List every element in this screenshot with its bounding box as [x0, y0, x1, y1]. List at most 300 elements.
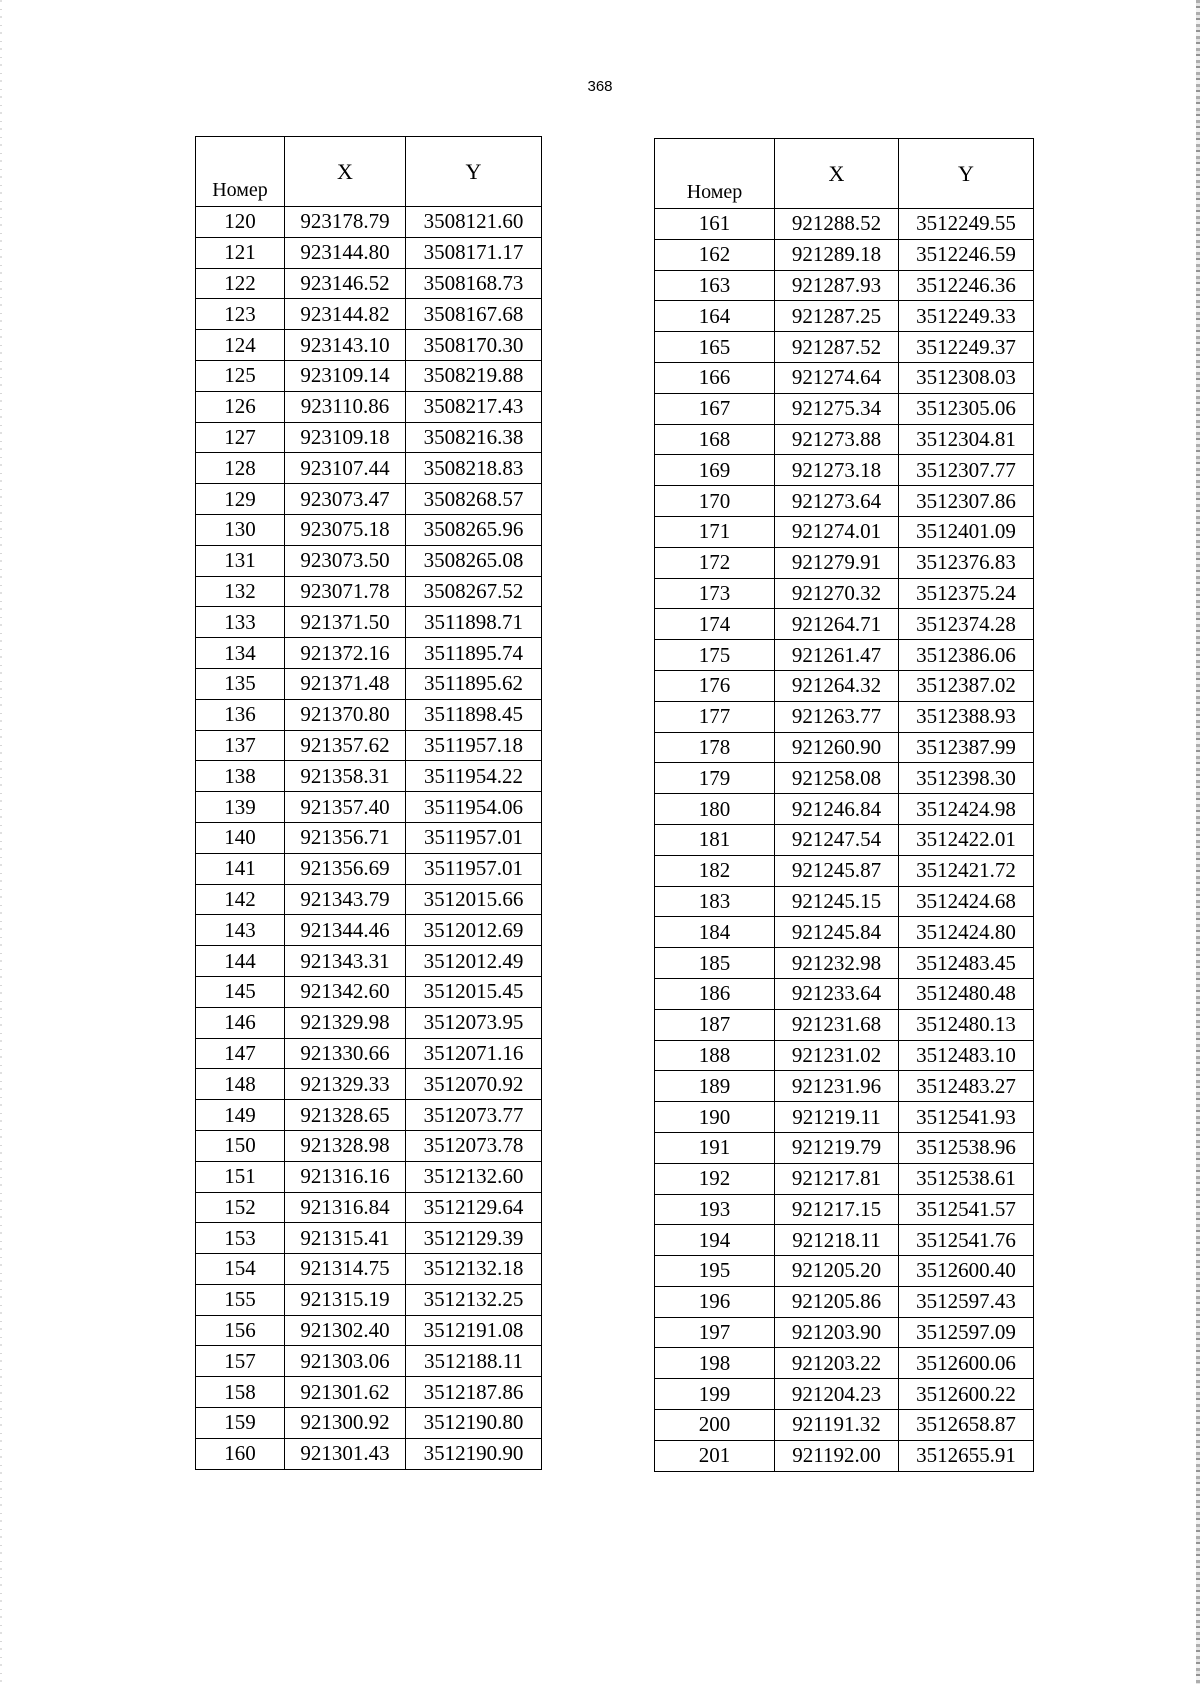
- x-coordinate-cell: 921274.64: [775, 362, 899, 393]
- point-number-cell: 155: [196, 1284, 285, 1315]
- x-coordinate-cell: 921287.25: [775, 301, 899, 332]
- y-coordinate-cell: 3511954.22: [406, 761, 542, 792]
- y-coordinate-cell: 3512387.02: [899, 670, 1034, 701]
- table-row: [655, 886, 1034, 917]
- y-coordinate-cell: 3512541.76: [899, 1225, 1034, 1256]
- point-number-cell: 142: [196, 884, 285, 915]
- x-coordinate-cell: 921231.68: [775, 1009, 899, 1040]
- x-coordinate-cell: 921247.54: [775, 824, 899, 855]
- x-coordinate-cell: 921217.81: [775, 1163, 899, 1194]
- table-row: [196, 1192, 542, 1223]
- x-coordinate-cell: 921314.75: [285, 1254, 406, 1285]
- x-coordinate-cell: 921316.84: [285, 1192, 406, 1223]
- point-number-cell: 179: [655, 763, 775, 794]
- point-number-cell: 129: [196, 484, 285, 515]
- point-number-cell: 170: [655, 486, 775, 517]
- x-coordinate-cell: 921245.84: [775, 917, 899, 948]
- point-number-cell: 121: [196, 237, 285, 268]
- point-number-cell: 124: [196, 330, 285, 361]
- y-coordinate-cell: 3512132.60: [406, 1161, 542, 1192]
- table-row: [196, 1315, 542, 1346]
- point-number-cell: 191: [655, 1132, 775, 1163]
- header-y: Y: [406, 137, 542, 207]
- table-body-left: [196, 207, 542, 1470]
- y-coordinate-cell: 3512376.83: [899, 547, 1034, 578]
- point-number-cell: 140: [196, 822, 285, 853]
- table-row: [655, 1379, 1034, 1410]
- y-coordinate-cell: 3512307.86: [899, 486, 1034, 517]
- table-row: [655, 362, 1034, 393]
- table-row: [196, 360, 542, 391]
- y-coordinate-cell: 3512246.36: [899, 270, 1034, 301]
- point-number-cell: 164: [655, 301, 775, 332]
- table-row: [196, 1223, 542, 1254]
- table-body-right: [655, 209, 1034, 1472]
- x-coordinate-cell: 921192.00: [775, 1440, 899, 1471]
- x-coordinate-cell: 921233.64: [775, 978, 899, 1009]
- point-number-cell: 169: [655, 455, 775, 486]
- x-coordinate-cell: 921330.66: [285, 1038, 406, 1069]
- x-coordinate-cell: 921191.32: [775, 1410, 899, 1441]
- y-coordinate-cell: 3512246.59: [899, 239, 1034, 270]
- point-number-cell: 163: [655, 270, 775, 301]
- table-row: [655, 547, 1034, 578]
- y-coordinate-cell: 3512424.80: [899, 917, 1034, 948]
- y-coordinate-cell: 3512541.93: [899, 1102, 1034, 1133]
- table-row: [655, 516, 1034, 547]
- y-coordinate-cell: 3511957.01: [406, 853, 542, 884]
- table-row: [196, 668, 542, 699]
- table-row: [655, 393, 1034, 424]
- point-number-cell: 168: [655, 424, 775, 455]
- point-number-cell: 178: [655, 732, 775, 763]
- x-coordinate-cell: 921258.08: [775, 763, 899, 794]
- x-coordinate-cell: 921275.34: [775, 393, 899, 424]
- x-coordinate-cell: 921356.71: [285, 822, 406, 853]
- table-row: [196, 607, 542, 638]
- y-coordinate-cell: 3512483.45: [899, 948, 1034, 979]
- x-coordinate-cell: 921217.15: [775, 1194, 899, 1225]
- table-row: [655, 917, 1034, 948]
- header-number: Номер: [655, 139, 775, 209]
- point-number-cell: 139: [196, 792, 285, 823]
- table-row: [196, 638, 542, 669]
- x-coordinate-cell: 921344.46: [285, 915, 406, 946]
- table-row: [196, 545, 542, 576]
- x-coordinate-cell: 921231.02: [775, 1040, 899, 1071]
- point-number-cell: 159: [196, 1408, 285, 1439]
- table-row: [655, 609, 1034, 640]
- point-number-cell: 174: [655, 609, 775, 640]
- point-number-cell: 176: [655, 670, 775, 701]
- table-row: [196, 330, 542, 361]
- y-coordinate-cell: 3512538.61: [899, 1163, 1034, 1194]
- y-coordinate-cell: 3512191.08: [406, 1315, 542, 1346]
- y-coordinate-cell: 3512190.80: [406, 1408, 542, 1439]
- x-coordinate-cell: 921203.90: [775, 1317, 899, 1348]
- x-coordinate-cell: 921260.90: [775, 732, 899, 763]
- x-coordinate-cell: 921245.15: [775, 886, 899, 917]
- point-number-cell: 120: [196, 207, 285, 238]
- x-coordinate-cell: 921356.69: [285, 853, 406, 884]
- point-number-cell: 194: [655, 1225, 775, 1256]
- table-row: [655, 1256, 1034, 1287]
- point-number-cell: 134: [196, 638, 285, 669]
- point-number-cell: 143: [196, 915, 285, 946]
- y-coordinate-cell: 3512421.72: [899, 855, 1034, 886]
- y-coordinate-cell: 3512388.93: [899, 701, 1034, 732]
- x-coordinate-cell: 921328.98: [285, 1130, 406, 1161]
- point-number-cell: 190: [655, 1102, 775, 1133]
- coordinates-table-right: [654, 138, 1034, 1472]
- point-number-cell: 185: [655, 948, 775, 979]
- point-number-cell: 171: [655, 516, 775, 547]
- x-coordinate-cell: 921289.18: [775, 239, 899, 270]
- x-coordinate-cell: 923144.80: [285, 237, 406, 268]
- x-coordinate-cell: 921342.60: [285, 976, 406, 1007]
- point-number-cell: 180: [655, 794, 775, 825]
- point-number-cell: 189: [655, 1071, 775, 1102]
- y-coordinate-cell: 3512071.16: [406, 1038, 542, 1069]
- y-coordinate-cell: 3512401.09: [899, 516, 1034, 547]
- table-row: [196, 391, 542, 422]
- table-row: [655, 1225, 1034, 1256]
- table-row: [196, 484, 542, 515]
- table-row: [196, 1408, 542, 1439]
- table-row: [196, 699, 542, 730]
- x-coordinate-cell: 921329.33: [285, 1069, 406, 1100]
- point-number-cell: 182: [655, 855, 775, 886]
- table-row: [196, 207, 542, 238]
- x-coordinate-cell: 921219.79: [775, 1132, 899, 1163]
- y-coordinate-cell: 3512424.98: [899, 794, 1034, 825]
- x-coordinate-cell: 923109.18: [285, 422, 406, 453]
- point-number-cell: 153: [196, 1223, 285, 1254]
- point-number-cell: 138: [196, 761, 285, 792]
- y-coordinate-cell: 3512597.43: [899, 1286, 1034, 1317]
- table-row: [196, 946, 542, 977]
- table-row: [196, 915, 542, 946]
- y-coordinate-cell: 3508265.08: [406, 545, 542, 576]
- x-coordinate-cell: 921316.16: [285, 1161, 406, 1192]
- y-coordinate-cell: 3511895.74: [406, 638, 542, 669]
- x-coordinate-cell: 921231.96: [775, 1071, 899, 1102]
- table-row: [196, 1377, 542, 1408]
- y-coordinate-cell: 3508171.17: [406, 237, 542, 268]
- point-number-cell: 162: [655, 239, 775, 270]
- table-row: [196, 822, 542, 853]
- y-coordinate-cell: 3511898.45: [406, 699, 542, 730]
- y-coordinate-cell: 3512132.25: [406, 1284, 542, 1315]
- x-coordinate-cell: 921204.23: [775, 1379, 899, 1410]
- point-number-cell: 152: [196, 1192, 285, 1223]
- table-row: [655, 670, 1034, 701]
- x-coordinate-cell: 921371.50: [285, 607, 406, 638]
- table-row: [655, 424, 1034, 455]
- x-coordinate-cell: 923071.78: [285, 576, 406, 607]
- table-row: [655, 1286, 1034, 1317]
- x-coordinate-cell: 921245.87: [775, 855, 899, 886]
- x-coordinate-cell: 921274.01: [775, 516, 899, 547]
- y-coordinate-cell: 3512073.77: [406, 1100, 542, 1131]
- table-row: [655, 209, 1034, 240]
- table-header-row: [196, 137, 542, 207]
- x-coordinate-cell: 923109.14: [285, 360, 406, 391]
- y-coordinate-cell: 3512387.99: [899, 732, 1034, 763]
- y-coordinate-cell: 3512249.37: [899, 332, 1034, 363]
- y-coordinate-cell: 3512129.39: [406, 1223, 542, 1254]
- x-coordinate-cell: 921232.98: [775, 948, 899, 979]
- y-coordinate-cell: 3512480.48: [899, 978, 1034, 1009]
- y-coordinate-cell: 3512015.66: [406, 884, 542, 915]
- y-coordinate-cell: 3512307.77: [899, 455, 1034, 486]
- point-number-cell: 193: [655, 1194, 775, 1225]
- point-number-cell: 131: [196, 545, 285, 576]
- table-row: [196, 792, 542, 823]
- table-row: [655, 824, 1034, 855]
- y-coordinate-cell: 3508167.68: [406, 299, 542, 330]
- x-coordinate-cell: 921303.06: [285, 1346, 406, 1377]
- table-row: [196, 761, 542, 792]
- point-number-cell: 128: [196, 453, 285, 484]
- y-coordinate-cell: 3512398.30: [899, 763, 1034, 794]
- point-number-cell: 166: [655, 362, 775, 393]
- x-coordinate-cell: 921218.11: [775, 1225, 899, 1256]
- table-row: [196, 1038, 542, 1069]
- x-coordinate-cell: 921357.40: [285, 792, 406, 823]
- y-coordinate-cell: 3512655.91: [899, 1440, 1034, 1471]
- table-row: [196, 576, 542, 607]
- point-number-cell: 201: [655, 1440, 775, 1471]
- table-row: [655, 701, 1034, 732]
- x-coordinate-cell: 921300.92: [285, 1408, 406, 1439]
- point-number-cell: 127: [196, 422, 285, 453]
- point-number-cell: 181: [655, 824, 775, 855]
- table-row: [655, 332, 1034, 363]
- point-number-cell: 198: [655, 1348, 775, 1379]
- x-coordinate-cell: 923146.52: [285, 268, 406, 299]
- x-coordinate-cell: 921301.62: [285, 1377, 406, 1408]
- y-coordinate-cell: 3512541.57: [899, 1194, 1034, 1225]
- y-coordinate-cell: 3512187.86: [406, 1377, 542, 1408]
- x-coordinate-cell: 923144.82: [285, 299, 406, 330]
- scan-edge-left: [0, 0, 2, 1684]
- y-coordinate-cell: 3508216.38: [406, 422, 542, 453]
- x-coordinate-cell: 921328.65: [285, 1100, 406, 1131]
- x-coordinate-cell: 921263.77: [775, 701, 899, 732]
- table-row: [655, 455, 1034, 486]
- table-row: [655, 732, 1034, 763]
- point-number-cell: 199: [655, 1379, 775, 1410]
- point-number-cell: 149: [196, 1100, 285, 1131]
- y-coordinate-cell: 3512374.28: [899, 609, 1034, 640]
- point-number-cell: 157: [196, 1346, 285, 1377]
- header-x: X: [285, 137, 406, 207]
- point-number-cell: 130: [196, 514, 285, 545]
- x-coordinate-cell: 921246.84: [775, 794, 899, 825]
- y-coordinate-cell: 3512132.18: [406, 1254, 542, 1285]
- table-row: [196, 237, 542, 268]
- y-coordinate-cell: 3512015.45: [406, 976, 542, 1007]
- x-coordinate-cell: 921357.62: [285, 730, 406, 761]
- y-coordinate-cell: 3512070.92: [406, 1069, 542, 1100]
- y-coordinate-cell: 3508265.96: [406, 514, 542, 545]
- point-number-cell: 183: [655, 886, 775, 917]
- scan-edge-right: [1196, 0, 1200, 1684]
- table-row: [196, 1438, 542, 1469]
- table-row: [196, 1346, 542, 1377]
- point-number-cell: 151: [196, 1161, 285, 1192]
- point-number-cell: 172: [655, 547, 775, 578]
- point-number-cell: 197: [655, 1317, 775, 1348]
- point-number-cell: 165: [655, 332, 775, 363]
- point-number-cell: 160: [196, 1438, 285, 1469]
- x-coordinate-cell: 921205.86: [775, 1286, 899, 1317]
- point-number-cell: 158: [196, 1377, 285, 1408]
- table-row: [196, 1254, 542, 1285]
- y-coordinate-cell: 3512129.64: [406, 1192, 542, 1223]
- table-row: [196, 422, 542, 453]
- y-coordinate-cell: 3512190.90: [406, 1438, 542, 1469]
- y-coordinate-cell: 3512658.87: [899, 1410, 1034, 1441]
- table-row: [196, 1100, 542, 1131]
- table-row: [655, 1440, 1034, 1471]
- point-number-cell: 148: [196, 1069, 285, 1100]
- point-number-cell: 187: [655, 1009, 775, 1040]
- x-coordinate-cell: 923143.10: [285, 330, 406, 361]
- y-coordinate-cell: 3508219.88: [406, 360, 542, 391]
- y-coordinate-cell: 3512012.49: [406, 946, 542, 977]
- point-number-cell: 144: [196, 946, 285, 977]
- y-coordinate-cell: 3508121.60: [406, 207, 542, 238]
- y-coordinate-cell: 3511957.01: [406, 822, 542, 853]
- header-x: X: [775, 139, 899, 209]
- y-coordinate-cell: 3508268.57: [406, 484, 542, 515]
- x-coordinate-cell: 923178.79: [285, 207, 406, 238]
- point-number-cell: 122: [196, 268, 285, 299]
- table-row: [655, 1132, 1034, 1163]
- y-coordinate-cell: 3512386.06: [899, 640, 1034, 671]
- y-coordinate-cell: 3512483.10: [899, 1040, 1034, 1071]
- y-coordinate-cell: 3512375.24: [899, 578, 1034, 609]
- point-number-cell: 195: [655, 1256, 775, 1287]
- x-coordinate-cell: 921273.88: [775, 424, 899, 455]
- table-row: [196, 730, 542, 761]
- table-row: [655, 855, 1034, 886]
- x-coordinate-cell: 921343.31: [285, 946, 406, 977]
- point-number-cell: 123: [196, 299, 285, 330]
- table-header-row: [655, 139, 1034, 209]
- point-number-cell: 156: [196, 1315, 285, 1346]
- x-coordinate-cell: 923110.86: [285, 391, 406, 422]
- table-row: [655, 1102, 1034, 1133]
- y-coordinate-cell: 3508267.52: [406, 576, 542, 607]
- x-coordinate-cell: 921371.48: [285, 668, 406, 699]
- table-row: [655, 1163, 1034, 1194]
- point-number-cell: 137: [196, 730, 285, 761]
- x-coordinate-cell: 921203.22: [775, 1348, 899, 1379]
- table-row: [655, 978, 1034, 1009]
- point-number-cell: 136: [196, 699, 285, 730]
- table-row: [196, 976, 542, 1007]
- x-coordinate-cell: 921287.93: [775, 270, 899, 301]
- header-y: Y: [899, 139, 1034, 209]
- table-row: [655, 1348, 1034, 1379]
- table-row: [655, 1071, 1034, 1102]
- point-number-cell: 161: [655, 209, 775, 240]
- point-number-cell: 154: [196, 1254, 285, 1285]
- table-row: [196, 853, 542, 884]
- x-coordinate-cell: 921343.79: [285, 884, 406, 915]
- x-coordinate-cell: 923073.47: [285, 484, 406, 515]
- table-row: [655, 486, 1034, 517]
- x-coordinate-cell: 921264.32: [775, 670, 899, 701]
- y-coordinate-cell: 3511895.62: [406, 668, 542, 699]
- y-coordinate-cell: 3512304.81: [899, 424, 1034, 455]
- table-row: [655, 270, 1034, 301]
- table-row: [655, 578, 1034, 609]
- table-row: [655, 763, 1034, 794]
- x-coordinate-cell: 921287.52: [775, 332, 899, 363]
- y-coordinate-cell: 3511957.18: [406, 730, 542, 761]
- point-number-cell: 133: [196, 607, 285, 638]
- table-row: [655, 1410, 1034, 1441]
- x-coordinate-cell: 921205.20: [775, 1256, 899, 1287]
- x-coordinate-cell: 921315.19: [285, 1284, 406, 1315]
- point-number-cell: 145: [196, 976, 285, 1007]
- y-coordinate-cell: 3512600.40: [899, 1256, 1034, 1287]
- y-coordinate-cell: 3512073.78: [406, 1130, 542, 1161]
- point-number-cell: 135: [196, 668, 285, 699]
- y-coordinate-cell: 3512424.68: [899, 886, 1034, 917]
- point-number-cell: 173: [655, 578, 775, 609]
- table-row: [655, 301, 1034, 332]
- y-coordinate-cell: 3508218.83: [406, 453, 542, 484]
- table-row: [196, 453, 542, 484]
- y-coordinate-cell: 3511954.06: [406, 792, 542, 823]
- x-coordinate-cell: 921270.32: [775, 578, 899, 609]
- point-number-cell: 146: [196, 1007, 285, 1038]
- x-coordinate-cell: 921370.80: [285, 699, 406, 730]
- x-coordinate-cell: 921288.52: [775, 209, 899, 240]
- y-coordinate-cell: 3512480.13: [899, 1009, 1034, 1040]
- x-coordinate-cell: 921264.71: [775, 609, 899, 640]
- x-coordinate-cell: 921273.64: [775, 486, 899, 517]
- y-coordinate-cell: 3512538.96: [899, 1132, 1034, 1163]
- table-row: [196, 1069, 542, 1100]
- x-coordinate-cell: 921261.47: [775, 640, 899, 671]
- page-number: 368: [587, 78, 613, 95]
- y-coordinate-cell: 3508217.43: [406, 391, 542, 422]
- point-number-cell: 147: [196, 1038, 285, 1069]
- y-coordinate-cell: 3512308.03: [899, 362, 1034, 393]
- x-coordinate-cell: 921219.11: [775, 1102, 899, 1133]
- point-number-cell: 126: [196, 391, 285, 422]
- y-coordinate-cell: 3512305.06: [899, 393, 1034, 424]
- x-coordinate-cell: 923075.18: [285, 514, 406, 545]
- y-coordinate-cell: 3512249.55: [899, 209, 1034, 240]
- point-number-cell: 132: [196, 576, 285, 607]
- table-row: [196, 1284, 542, 1315]
- x-coordinate-cell: 921279.91: [775, 547, 899, 578]
- y-coordinate-cell: 3512188.11: [406, 1346, 542, 1377]
- table-row: [196, 299, 542, 330]
- y-coordinate-cell: 3512483.27: [899, 1071, 1034, 1102]
- y-coordinate-cell: 3512597.09: [899, 1317, 1034, 1348]
- y-coordinate-cell: 3512600.06: [899, 1348, 1034, 1379]
- x-coordinate-cell: 921315.41: [285, 1223, 406, 1254]
- point-number-cell: 196: [655, 1286, 775, 1317]
